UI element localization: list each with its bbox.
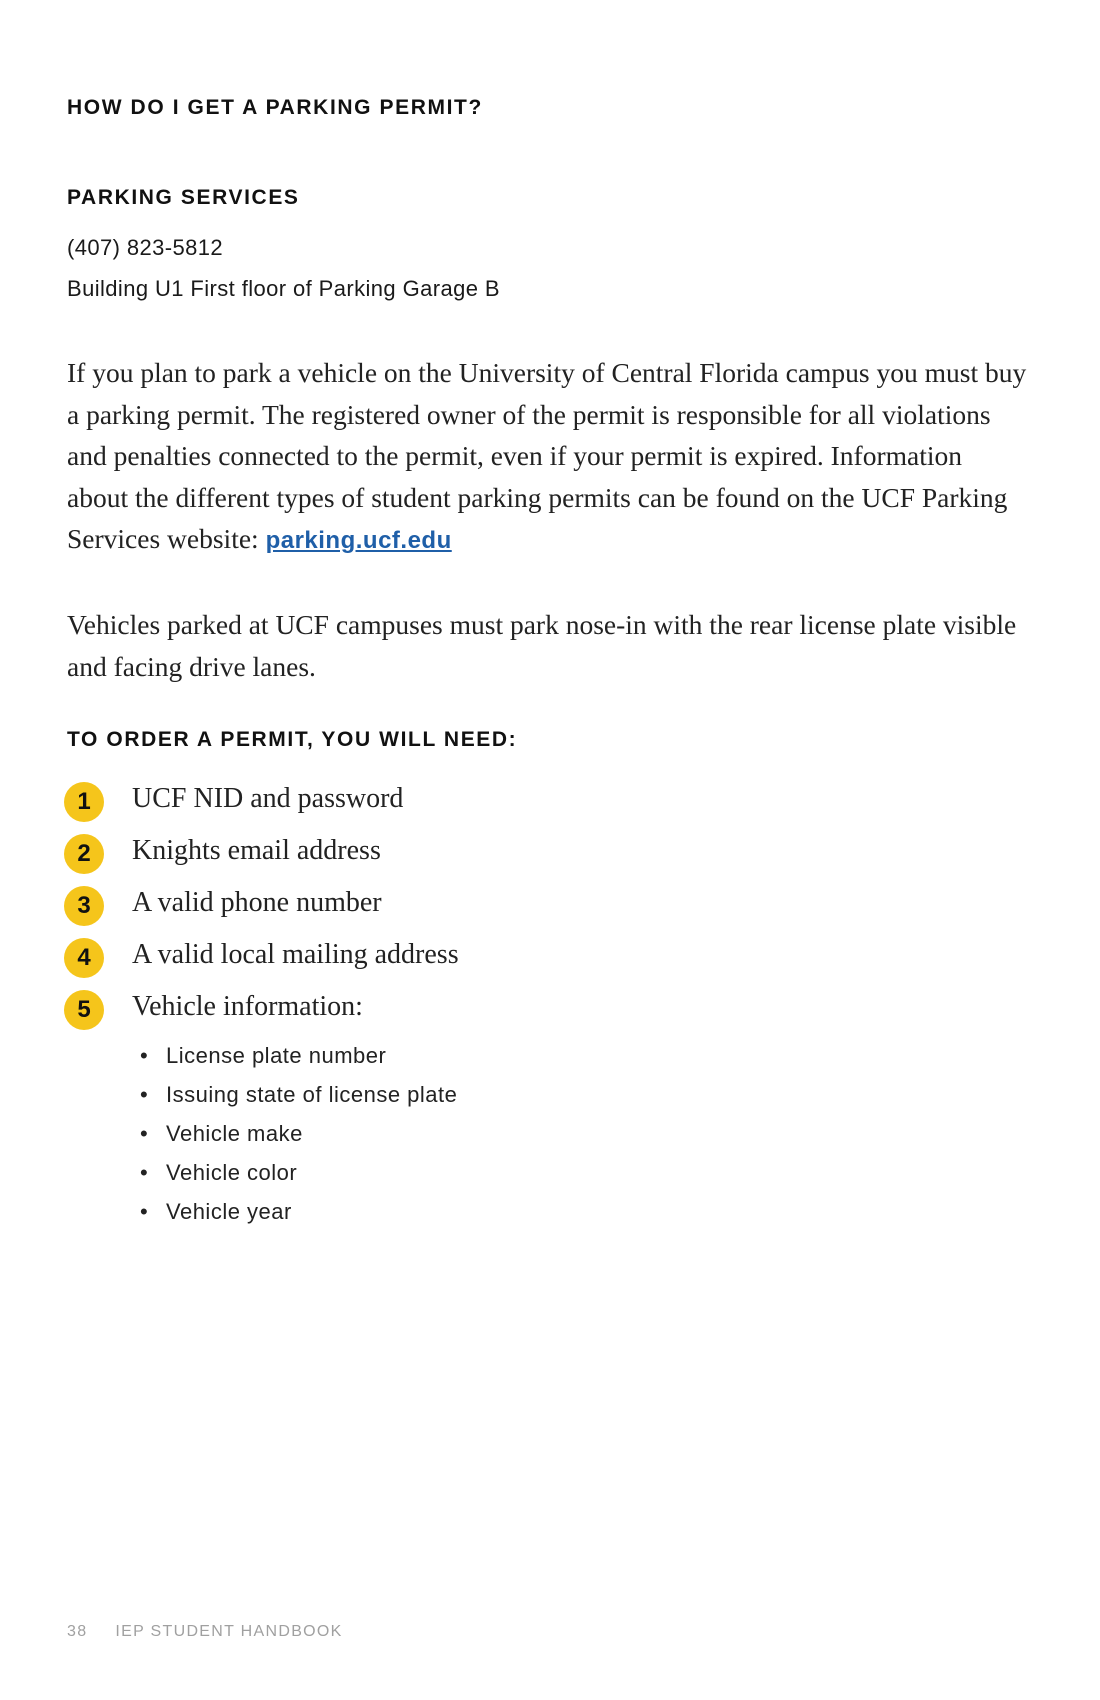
page-number: 38 <box>67 1623 88 1640</box>
list-item-text: Issuing state of license plate <box>166 1082 458 1107</box>
list-item-text: Vehicle color <box>166 1160 298 1185</box>
step-number-badge: 2 <box>64 834 104 874</box>
parking-services-address: Building U1 First floor of Parking Garage B <box>67 276 500 301</box>
vehicle-details-list <box>140 1036 457 1231</box>
list-item-text: License plate number <box>166 1043 387 1068</box>
page-footer <box>67 1623 343 1641</box>
bullet-icon: • <box>140 1082 149 1107</box>
step-text: A valid phone number <box>132 887 382 918</box>
step-number-badge: 4 <box>64 938 104 978</box>
permit-info-paragraph <box>67 352 1027 562</box>
order-requirements-title: TO ORDER A PERMIT, YOU WILL NEED: <box>67 728 518 751</box>
step-text: Vehicle information: <box>132 991 363 1022</box>
step-text: A valid local mailing address <box>132 939 459 970</box>
page-heading: HOW DO I GET A PARKING PERMIT? <box>67 96 483 119</box>
bullet-icon: • <box>140 1199 149 1224</box>
bullet-icon: • <box>140 1121 149 1146</box>
step-text: UCF NID and password <box>132 783 404 814</box>
parking-website-link[interactable]: parking.ucf.edu <box>265 527 452 554</box>
list-item <box>140 1075 457 1114</box>
parking-services-phone: (407) 823-5812 <box>67 235 224 260</box>
step-number-badge: 3 <box>64 886 104 926</box>
list-item <box>140 1114 457 1153</box>
step-number-badge: 5 <box>64 990 104 1030</box>
footer-title: IEP STUDENT HANDBOOK <box>115 1623 343 1640</box>
parking-services-title: PARKING SERVICES <box>67 186 300 209</box>
permit-info-text: If you plan to park a vehicle on the University of Central Florida campus you must buy a parking permit. The registered owner of the permit is responsible for all violations and penalties connected to the permit, even if your permit is expired. Information about the different types of student parking permits can be found on the UCF Parking Services website: <box>67 357 1027 554</box>
list-item <box>140 1036 457 1075</box>
list-item-text: Vehicle year <box>166 1199 292 1224</box>
step-text: Knights email address <box>132 835 381 866</box>
list-item <box>140 1153 457 1192</box>
bullet-icon: • <box>140 1160 149 1185</box>
parking-rules-paragraph: Vehicles parked at UCF campuses must park nose-in with the rear license plate visible and facing drive lanes. <box>67 609 1017 682</box>
step-number-badge: 1 <box>64 782 104 822</box>
bullet-icon: • <box>140 1043 149 1068</box>
list-item-text: Vehicle make <box>166 1121 303 1146</box>
list-item <box>140 1192 457 1231</box>
